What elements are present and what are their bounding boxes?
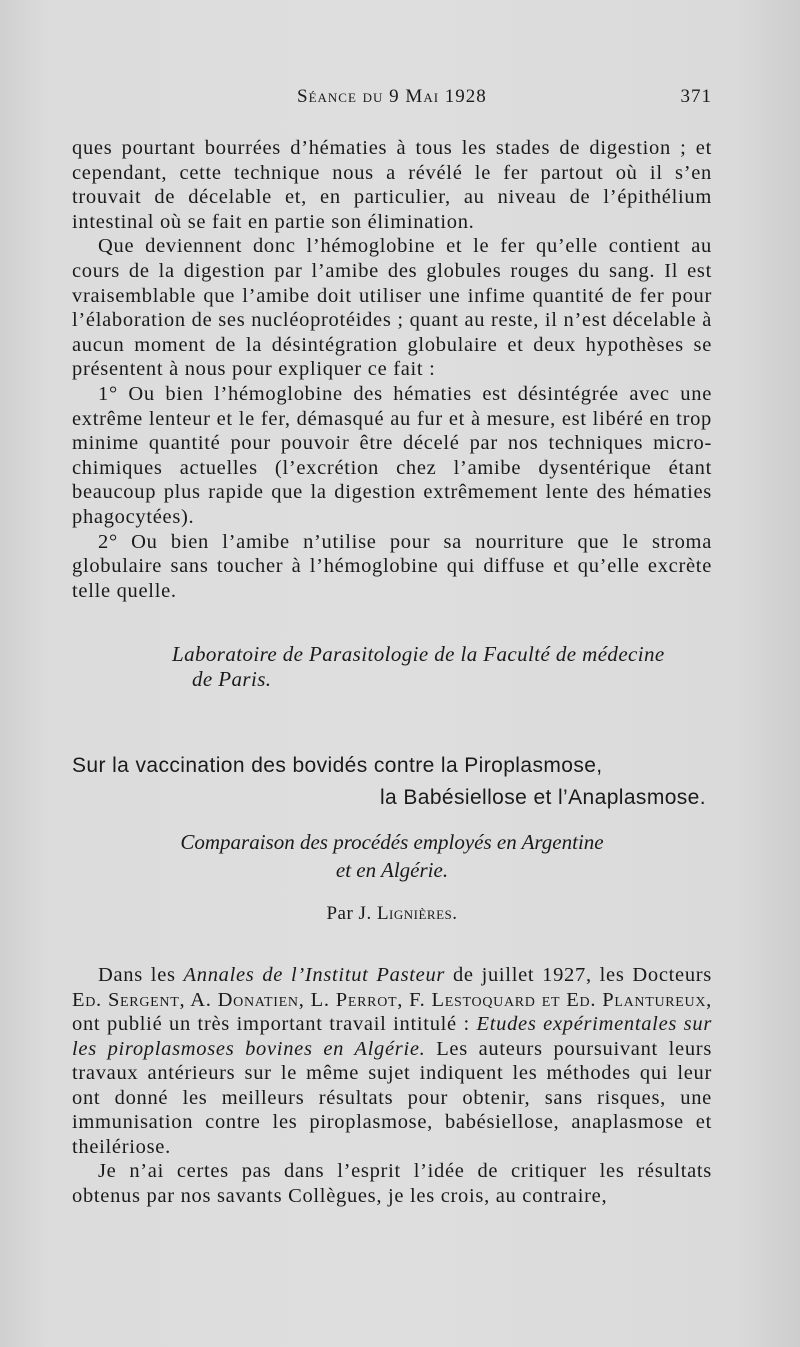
- author-line: [72, 903, 712, 925]
- paragraph: [72, 963, 712, 1159]
- author-names: Ed. Sergent, A. Donatien, L. Perrot, F. Lestoquard et Ed. Plantureux,: [72, 988, 712, 1011]
- paragraph: 1° Ou bien l’hémoglobine des hématies est désintégrée avec une extrême lenteur et le fer, démasqué au fur et à mesure, est libéré en trop minime quantité pour pouvoir être décelé par nos techniques micro-chimiques actuelles (l’excrétion chez l’amibe dysentérique étant beaucoup plus rapide que la digestion extrêmement lente des hématies phagocytées).: [72, 382, 712, 528]
- running-title: Séance du 9 Mai 1928: [297, 86, 487, 107]
- affiliation: [172, 642, 717, 692]
- affiliation-line: Laboratoire de Parasitologie de la Faculté de médecine: [172, 642, 665, 666]
- paragraph: 2° Ou bien l’amibe n’utilise pour sa nourriture que le stroma globulaire sans toucher à l’hémoglobine qui diffuse et qu’elle excrète telle quelle.: [72, 530, 712, 602]
- text-run: Dans les: [98, 964, 184, 986]
- article-subtitle: [72, 828, 712, 884]
- article-body: [72, 963, 712, 1208]
- text-run: Les auteurs poursuivant leurs travaux antérieurs sur le même sujet indiquent les méthodes qui leur ont donné les meilleurs résultats pour obtenir, sans risques, une immunisation contre les piroplasmose, babésiellose, anaplasmose et theilériose.: [72, 1037, 712, 1158]
- page-header: [72, 86, 712, 116]
- page-number: 371: [680, 86, 712, 107]
- work-title: Etudes expérimentales sur les piroplasmoses bovines en Algérie.: [72, 1013, 712, 1060]
- paragraph: Que deviennent donc l’hémoglobine et le fer qu’elle contient au cours de la digestion par l’amibe des globules rouges du sang. Il est vraisemblable que l’amibe doit utiliser une infime quantité de fer pour l’élaboration de ses nucléoprotéides ; quant au reste, il n’est décelable à aucun moment de la désintégration globulaire et deux hypothèses se présentent à nous pour expliquer ce fait :: [72, 235, 712, 381]
- journal-name: Annales de l’Institut Pasteur: [183, 964, 446, 986]
- subtitle-line: et en Algérie.: [335, 858, 449, 882]
- text-run: de juillet 1927, les Docteurs: [445, 964, 712, 986]
- author-prefix: Par J.: [326, 903, 372, 924]
- article-title-line: la Babésiellose et l’Anaplasmose.: [379, 786, 706, 809]
- paragraph: Je n’ai certes pas dans l’esprit l’idée de critiquer les résultats obtenus par nos savants Collègues, je les crois, au contraire,: [72, 1160, 712, 1207]
- article-title: [72, 750, 712, 814]
- text-run: ont publié un très important travail intitulé :: [72, 1013, 477, 1035]
- article-title-line: Sur la vaccination des bovidés contre la Piroplasmose,: [72, 754, 603, 777]
- subtitle-line: Comparaison des procédés employés en Argentine: [180, 830, 604, 854]
- paragraph: ques pourtant bourrées d’hématies à tous les stades de digestion ; et cependant, cette technique nous a révélé le fer partout où il s’en trouvait de décelable et, en particulier, au niveau de l’épithélium intestinal où se fait en partie son élimination.: [72, 137, 712, 233]
- affiliation-line: de Paris.: [192, 667, 272, 691]
- previous-article-text: [72, 136, 712, 603]
- author-name: Lignières.: [376, 903, 458, 924]
